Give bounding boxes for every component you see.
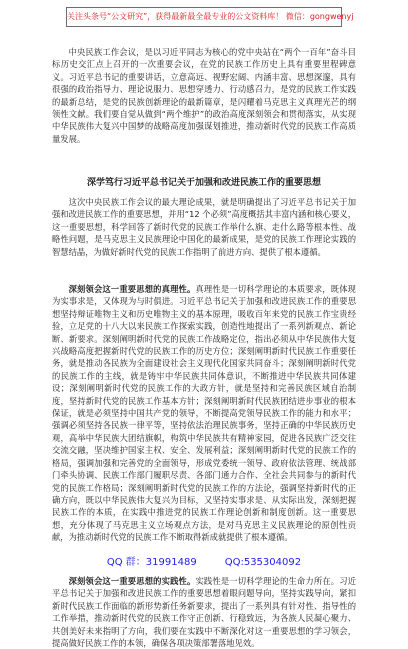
paragraph-lead-truth: 深刻领会这一重要思想的真理性。 [68, 284, 196, 294]
paragraph-practice [52, 575, 356, 649]
article-body [52, 46, 356, 649]
footer-qq-number[interactable]: QQ:535304092 [224, 557, 302, 568]
footer-qq-group[interactable]: QQ 群：31991489 [106, 557, 197, 568]
page-footer [0, 556, 408, 570]
section-heading: 深学笃行习近平总书记关于加强和改进民族工作的重要思想 [86, 178, 321, 188]
paragraph-lead-practice: 深刻领会这一重要思想的实践性。 [68, 576, 196, 586]
promo-banner[interactable]: 关注头条号“公文研究”，获得最新最全最专业的公文资料库！ 微信：gongwenyj [66, 7, 342, 27]
paragraph-intro: 中央民族工作会议，是以习近平同志为核心的党中央站在“两个一百年”奋斗目标历史交汇点上召开的一次重要会议，在党的民族工作历史上具有重要里程碑意义。习近平总书记的重要讲话，立意高远、视野宏阔、内涵丰富、思想深邃，具有很强的政治指导力、理论说服力、思想穿透力、行动感召力，是党的民族工作实践的最新总结，是党的民族创新理论的最新篇章，是闪耀着马克思主义真理光芒的纲领性文献。我们要自觉从做到“两个维护”的政治高度深刻领会和贯彻落实，从实现中华民族伟大复兴中国梦的战略高度加强谋划推进，推动新时代党的民族工作高质量发展。 [52, 47, 356, 144]
paragraph-theory: 这次中央民族工作会议的最大理论成果，就是明确提出了习近平总书记关于加强和改进民族工作的重要思想，并用“12 个必须”高度概括其丰富内涵和核心要义，这一重要思想，科学回答了新时代党的民族工作举什么旗、走什么路等根本性、战略性问题，是马克思主义民族理论中国化的最新成果，是党的民族工作理论实践的智慧结晶，为做好新时代党的民族工作指明了前进方向、提供了根本遵循。 [52, 197, 356, 257]
paragraph-truth-text: 真理性是一切科学理论的本质要求，既体现为实事求是，又体现为与时俱进。习近平总书记关于加强和改进民族工作的重要思想坚持辩证唯物主义和历史唯物主义的基本原理，吸收百年来党的民族工作宝贵经验，立足党的十八大以来民族工作探索实践，创造性地提出了一系列新观点、新论断、新要求。深刻阐明新时代党的民族工作战略定位，指出必须从中华民族伟大复兴战略高度把握新时代党的民族工作的历史方位；深刻阐明新时代民族工作重要任务，就是推动各民族为全面建设社会主义现代化国家共同奋斗；深刻阐明新时代党的民族工作的主线，就是铸牢中华民族共同体意识，不断推进中华民族共同体建设；深刻阐明新时代党的民族工作的大政方针，就是坚持和完善民族区域自治制度，坚持新时代党的民族工作基本方针；深刻阐明新时代民族团结进步事业的根本保证，就是必须坚持中国共产党的领导，不断提高党领导民族工作的能力和水平；强调必须坚持各民族一律平等，坚持依法治理民族事务，坚持正确的中华民族历史观，高举中华民族大团结旗帜，构筑中华民族共有精神家园，促进各民族广泛交往交流交融，坚决维护国家主权、安全、发展利益；深刻阐明新时代党的民族工作的格局，强调加强和完善党的全面领导，形成党委统一领导、政府依法管理、统战部门牵头协调、民族工作部门履职尽责、各部门通力合作、全社会共同参与的新时代党的民族工作格局；深刻阐明新时代党的民族工作的方法论，强调坚持新时代的正确方向，既以中华民族伟大复兴为目标，又坚持实事求是、从实际出发，深刻把握民族工作的本质，在实践中推进党的民族工作理论创新和制度创新。这一重要思想，充分体现了马克思主义立场观点方法，是对马克思主义民族理论的原创性贡献，为推动新时代党的民族工作不断取得新成就提供了根本遵循。 [52, 284, 356, 543]
paragraph-practice-text: 实践性是一切科学理论的生命力所在。习近平总书记关于加强和改进民族工作的重要思想着眼问题导向，坚持实践导向，紧扣新时代民族工作面临的新形势新任务新要求，提出了一系列具有针对性、指导性的工作举措，推动新时代党的民族工作守正创新、行稳致远，为各族人民凝心聚力、共创美好未来指明了方向，我们要在实践中不断深化对这一重要思想的学习领会，提高做好民族工作的本领，确保各项决策部署落地见效。 [52, 576, 356, 649]
paragraph-truth [52, 283, 356, 575]
